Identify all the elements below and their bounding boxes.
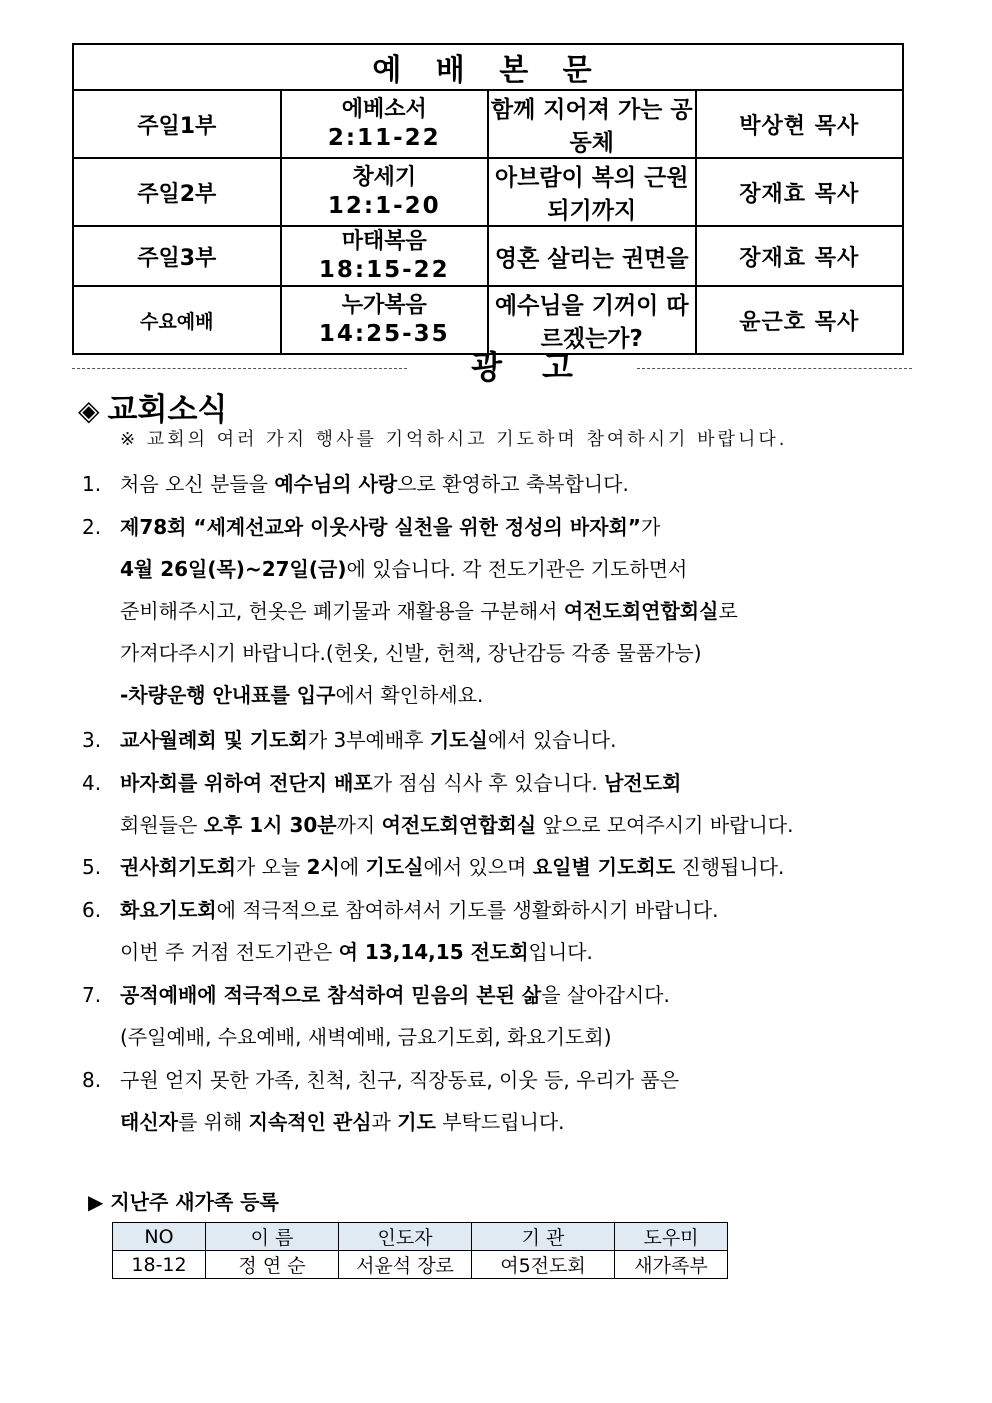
announcements-title: 광고 <box>471 348 613 386</box>
text-bold: 요일별 기도회도 <box>532 855 676 879</box>
preacher: 윤근호 목사 <box>696 286 904 354</box>
text: 진행됩니다. <box>675 855 785 879</box>
scripture-book: 누가복음 <box>341 293 427 318</box>
text: 부탁드립니다. <box>435 1110 565 1134</box>
item-number: 7. <box>82 983 102 1007</box>
text-bold: 오후 1시 30분 <box>203 813 337 837</box>
text: 로 <box>718 599 738 623</box>
list-item <box>82 468 629 497</box>
list-item-continued <box>120 553 687 582</box>
text: 에서 있습니다. <box>487 728 617 752</box>
list-item-continued <box>120 1021 612 1050</box>
text: 준비해주시고, 헌옷은 폐기물과 재활용을 구분해서 <box>120 599 564 623</box>
text: 에 <box>339 855 366 879</box>
text-bold: 4월 26일(목)~27일(금) <box>120 557 347 581</box>
list-item <box>82 1064 679 1093</box>
item-number: 1. <box>82 472 102 496</box>
column-header: 이 름 <box>206 1223 339 1251</box>
sermon-title: 예수님을 기꺼이 따르겠는가? <box>488 286 696 354</box>
table-cell: 여5전도회 <box>472 1251 615 1279</box>
service-name: 주일3부 <box>73 226 281 286</box>
text: (주일예배, 수요예배, 새벽예배, 금요기도회, 화요기도회) <box>120 1025 612 1049</box>
list-item <box>82 894 718 923</box>
text-bold: 바자회를 위하여 전단지 배포 <box>120 771 373 795</box>
text-bold: 여전도회연합회실 <box>381 813 537 837</box>
column-header: NO <box>113 1223 206 1251</box>
list-item-continued <box>120 679 483 708</box>
text-bold: 2시 <box>306 855 340 879</box>
scripture-ref <box>281 158 489 226</box>
list-item-continued <box>120 809 793 838</box>
list-item <box>82 851 784 880</box>
text-bold: 교사월례회 및 기도회 <box>120 728 308 752</box>
service-name: 수요예배 <box>73 286 281 354</box>
text-bold: 지속적인 관심 <box>248 1110 372 1134</box>
text-bold: 예수님의 사랑 <box>274 472 398 496</box>
text: 에 적극적으로 참여하셔서 기도를 생활화하시기 바랍니다. <box>216 898 719 922</box>
preacher: 장재효 목사 <box>696 158 904 226</box>
scripture-ref <box>281 226 489 286</box>
worship-table <box>72 43 904 355</box>
section-title <box>78 384 227 429</box>
column-header: 도우미 <box>615 1223 728 1251</box>
worship-row <box>73 226 903 286</box>
table-cell: 정 연 순 <box>206 1251 339 1279</box>
item-number: 4. <box>82 771 102 795</box>
item-number: 8. <box>82 1068 102 1092</box>
text: 이번 주 거점 전도기관은 <box>120 940 339 964</box>
text-bold: 기도실 <box>429 728 488 752</box>
text: 에서 확인하세요. <box>335 683 484 707</box>
table-cell: 서윤석 장로 <box>339 1251 472 1279</box>
text: 으로 환영하고 축복합니다. <box>397 472 629 496</box>
scripture-verse: 18:15-22 <box>318 257 450 283</box>
list-item-continued <box>120 936 593 965</box>
text-bold: 태신자 <box>120 1110 178 1134</box>
table-cell: 새가족부 <box>615 1251 728 1279</box>
text: 가져다주시기 바랍니다.(헌옷, 신발, 헌책, 장난감등 각종 물품가능) <box>120 641 702 665</box>
table-cell: 18-12 <box>113 1251 206 1279</box>
text: 앞으로 모여주시기 바랍니다. <box>536 813 794 837</box>
text: 가 <box>640 515 661 539</box>
column-header: 인도자 <box>339 1223 472 1251</box>
new-family-title: ▶ 지난주 새가족 등록 <box>88 1190 279 1214</box>
divider <box>637 368 912 369</box>
item-number: 6. <box>82 898 102 922</box>
worship-row <box>73 158 903 226</box>
text: 입니다. <box>528 940 593 964</box>
text-bold: -차량운행 안내표를 입구 <box>120 683 336 707</box>
text: 에 있습니다. 각 전도기관은 기도하면서 <box>346 557 688 581</box>
worship-row <box>73 90 903 158</box>
text: 에서 있으며 <box>423 855 533 879</box>
scripture-verse: 2:11-22 <box>327 125 441 151</box>
text-bold: 제78회 “세계선교와 이웃사랑 실천을 위한 정성의 바자회” <box>120 515 641 539</box>
list-item <box>82 767 681 796</box>
preacher: 장재효 목사 <box>696 226 904 286</box>
table-header-row <box>113 1223 728 1251</box>
item-number: 3. <box>82 728 102 752</box>
text: 처음 오신 분들을 <box>120 472 275 496</box>
text: 과 <box>371 1110 398 1134</box>
text: 까지 <box>336 813 382 837</box>
scripture-book: 에베소서 <box>341 97 427 122</box>
list-item-continued <box>120 595 738 624</box>
text: 가 오늘 <box>235 855 307 879</box>
preacher: 박상현 목사 <box>696 90 904 158</box>
worship-table-title: 예 배 본 문 <box>73 44 903 90</box>
text-bold: 권사회기도회 <box>120 855 236 879</box>
text: 회원들은 <box>120 813 204 837</box>
text-bold: 공적예배에 적극적으로 참석하여 믿음의 본된 삶 <box>120 983 542 1007</box>
scripture-ref <box>281 90 489 158</box>
text-bold: 여 13,14,15 전도회 <box>338 940 529 964</box>
item-number: 5. <box>82 855 102 879</box>
text: 가 3부예배후 <box>307 728 430 752</box>
scripture-verse: 12:1-20 <box>327 193 441 219</box>
text: 을 살아갑시다. <box>541 983 670 1007</box>
text-bold: 여전도회연합회실 <box>563 599 719 623</box>
list-item-continued <box>120 1106 565 1135</box>
service-name: 주일1부 <box>73 90 281 158</box>
sermon-title: 영혼 살리는 권면을 <box>488 226 696 286</box>
scripture-verse: 14:25-35 <box>318 321 450 347</box>
list-item-continued <box>120 637 702 666</box>
section-title-text: 교회소식 <box>107 392 228 428</box>
table-row <box>113 1251 728 1279</box>
text: 를 위해 <box>177 1110 249 1134</box>
list-item <box>82 511 660 540</box>
section-note: ※ 교회의 여러 가지 행사를 기억하시고 기도하며 참여하시기 바랍니다. <box>120 429 788 450</box>
text-bold: 화요기도회 <box>120 898 217 922</box>
text: 구원 얻지 못한 가족, 친척, 친구, 직장동료, 이웃 등, 우리가 품은 <box>120 1068 680 1092</box>
item-number: 2. <box>82 515 102 539</box>
text-bold: 남전도회 <box>604 771 682 795</box>
text-bold: 기도 <box>397 1110 436 1134</box>
list-item <box>82 724 616 753</box>
text-bold: 기도실 <box>365 855 424 879</box>
diamond-icon: ◈ <box>78 394 100 427</box>
announcements-header <box>72 342 912 386</box>
column-header: 기 관 <box>472 1223 615 1251</box>
text: 가 점심 식사 후 있습니다. <box>372 771 605 795</box>
list-item <box>82 979 670 1008</box>
scripture-book: 마태복음 <box>341 229 427 254</box>
divider <box>72 368 407 369</box>
scripture-book: 창세기 <box>352 165 417 190</box>
sermon-title: 함께 지어져 가는 공동체 <box>488 90 696 158</box>
new-family-table <box>112 1222 728 1279</box>
service-name: 주일2부 <box>73 158 281 226</box>
sermon-title: 아브람이 복의 근원되기까지 <box>488 158 696 226</box>
